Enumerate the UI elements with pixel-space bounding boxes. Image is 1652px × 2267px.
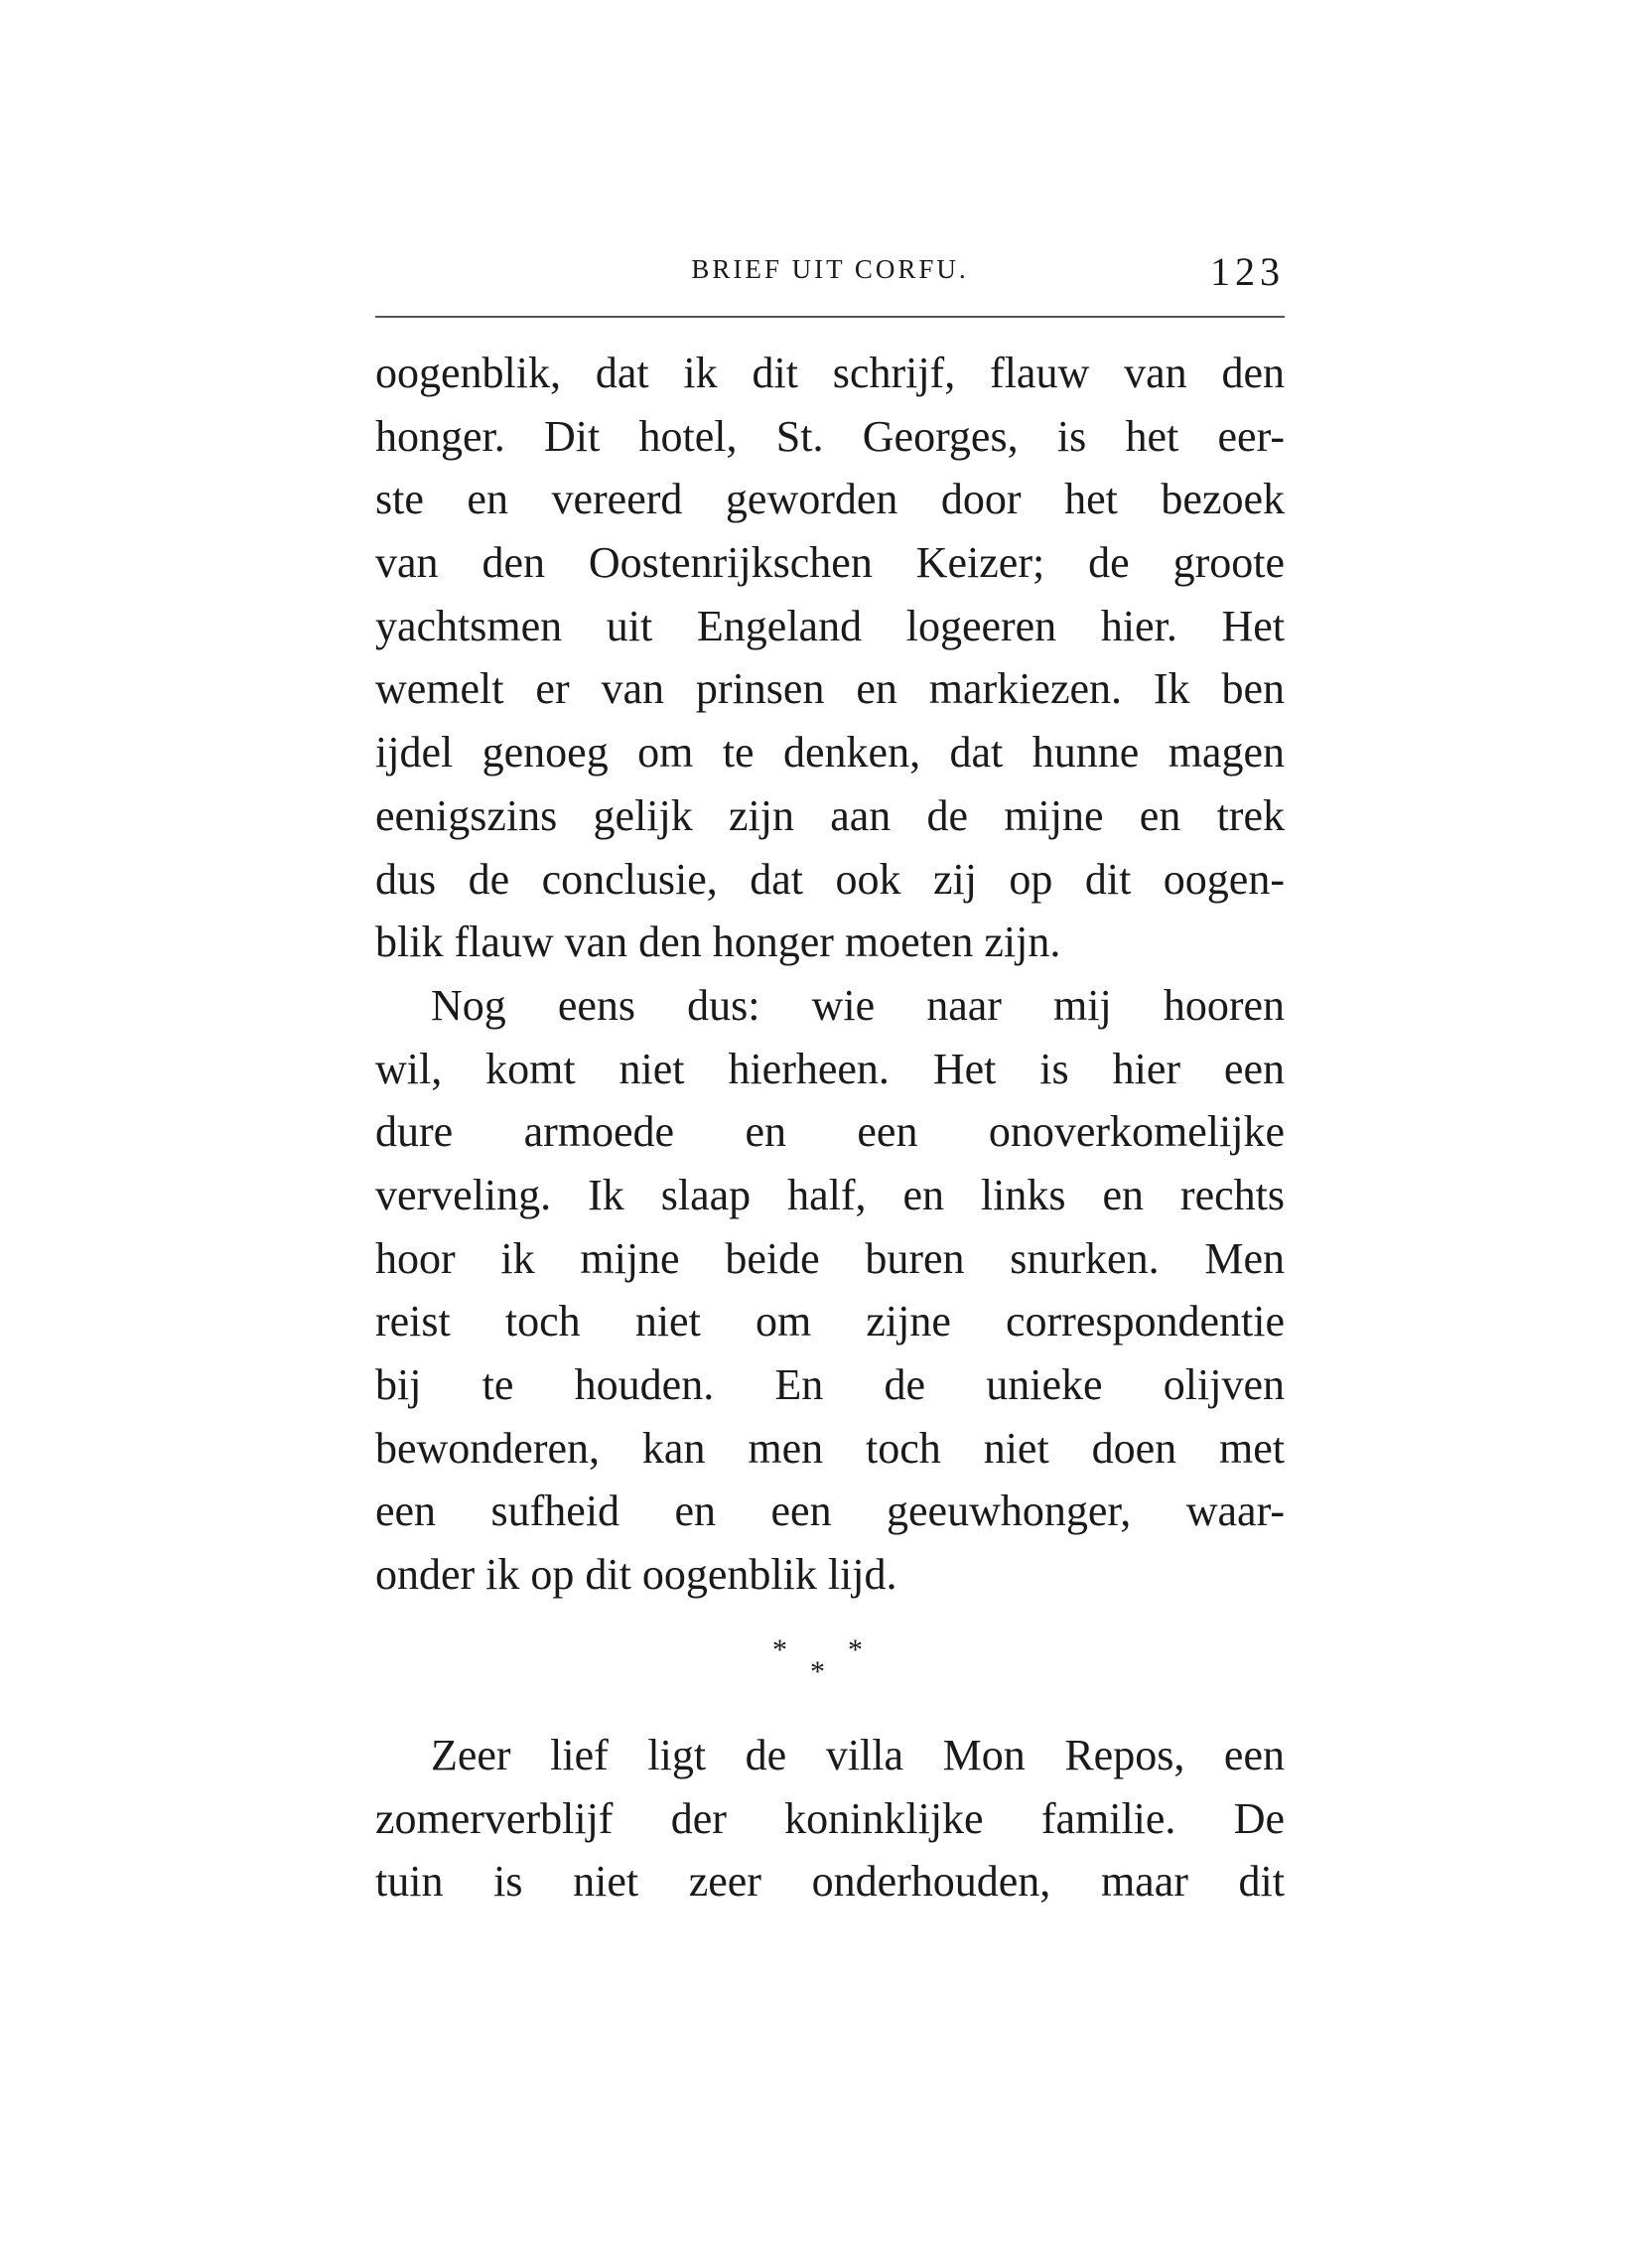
text-line: bewonderen, kan men toch niet doen met [375,1423,1285,1473]
paragraph-3 [375,1724,1285,1913]
text-line: blik flauw van den honger moeten zijn. [375,918,1061,967]
text-line: dus de conclusie, dat ook zij op dit oogen- [375,854,1285,904]
paragraph-1 [375,342,1285,974]
body-text [375,342,1285,1607]
text-line: ijdel genoeg om te denken, dat hunne magen [375,728,1285,778]
asterisk: * [772,1633,787,1666]
text-line: oogenblik, dat ik dit schrijf, flauw van den [375,349,1285,397]
asterisk: * [848,1633,863,1666]
page-number: 123 [1210,249,1285,294]
text-line: een sufheid en een geeuwhonger, waar- [375,1487,1285,1536]
text-line: hoor ik mijne beide buren snurken. Men [375,1233,1285,1283]
text-line: Nog eens dus: wie naar mij hooren [431,980,1285,1030]
header-rule [375,316,1285,318]
asterisk: * [810,1655,825,1688]
text-line: dure armoede en een onoverkomelijke [375,1107,1285,1157]
text-line: onder ik op dit oogenblik lijd. [375,1550,897,1600]
text-line: Zeer lief ligt de villa Mon Repos, een [431,1731,1285,1779]
text-line: reist toch niet om zijne correspondentie [375,1297,1285,1346]
text-line: ste en vereerd geworden door het bezoek [375,475,1285,524]
running-title: BRIEF UIT CORFU. [691,254,969,284]
text-line: eenigszins gelijk zijn aan de mijne en trek [375,790,1285,840]
text-line: wil, komt niet hierheen. Het is hier een [375,1044,1285,1093]
paragraph-2 [375,974,1285,1607]
section-break-asterism [755,1633,894,1693]
running-head [375,248,1285,298]
text-line: honger. Dit hotel, St. Georges, is het eer- [375,411,1285,461]
text-line: wemelt er van prinsen en markiezen. Ik ben [375,664,1285,714]
text-line: zomerverblijf der koninklijke familie. De [375,1793,1285,1843]
text-line: tuin is niet zeer onderhouden, maar dit [375,1857,1285,1907]
text-line: yachtsmen uit Engeland logeeren hier. Het [375,601,1285,650]
text-line: bij te houden. En de unieke olijven [375,1360,1285,1409]
text-line: verveling. Ik slaap half, en links en rechts [375,1170,1285,1219]
text-line: van den Oostenrijkschen Keizer; de groote [375,538,1285,588]
